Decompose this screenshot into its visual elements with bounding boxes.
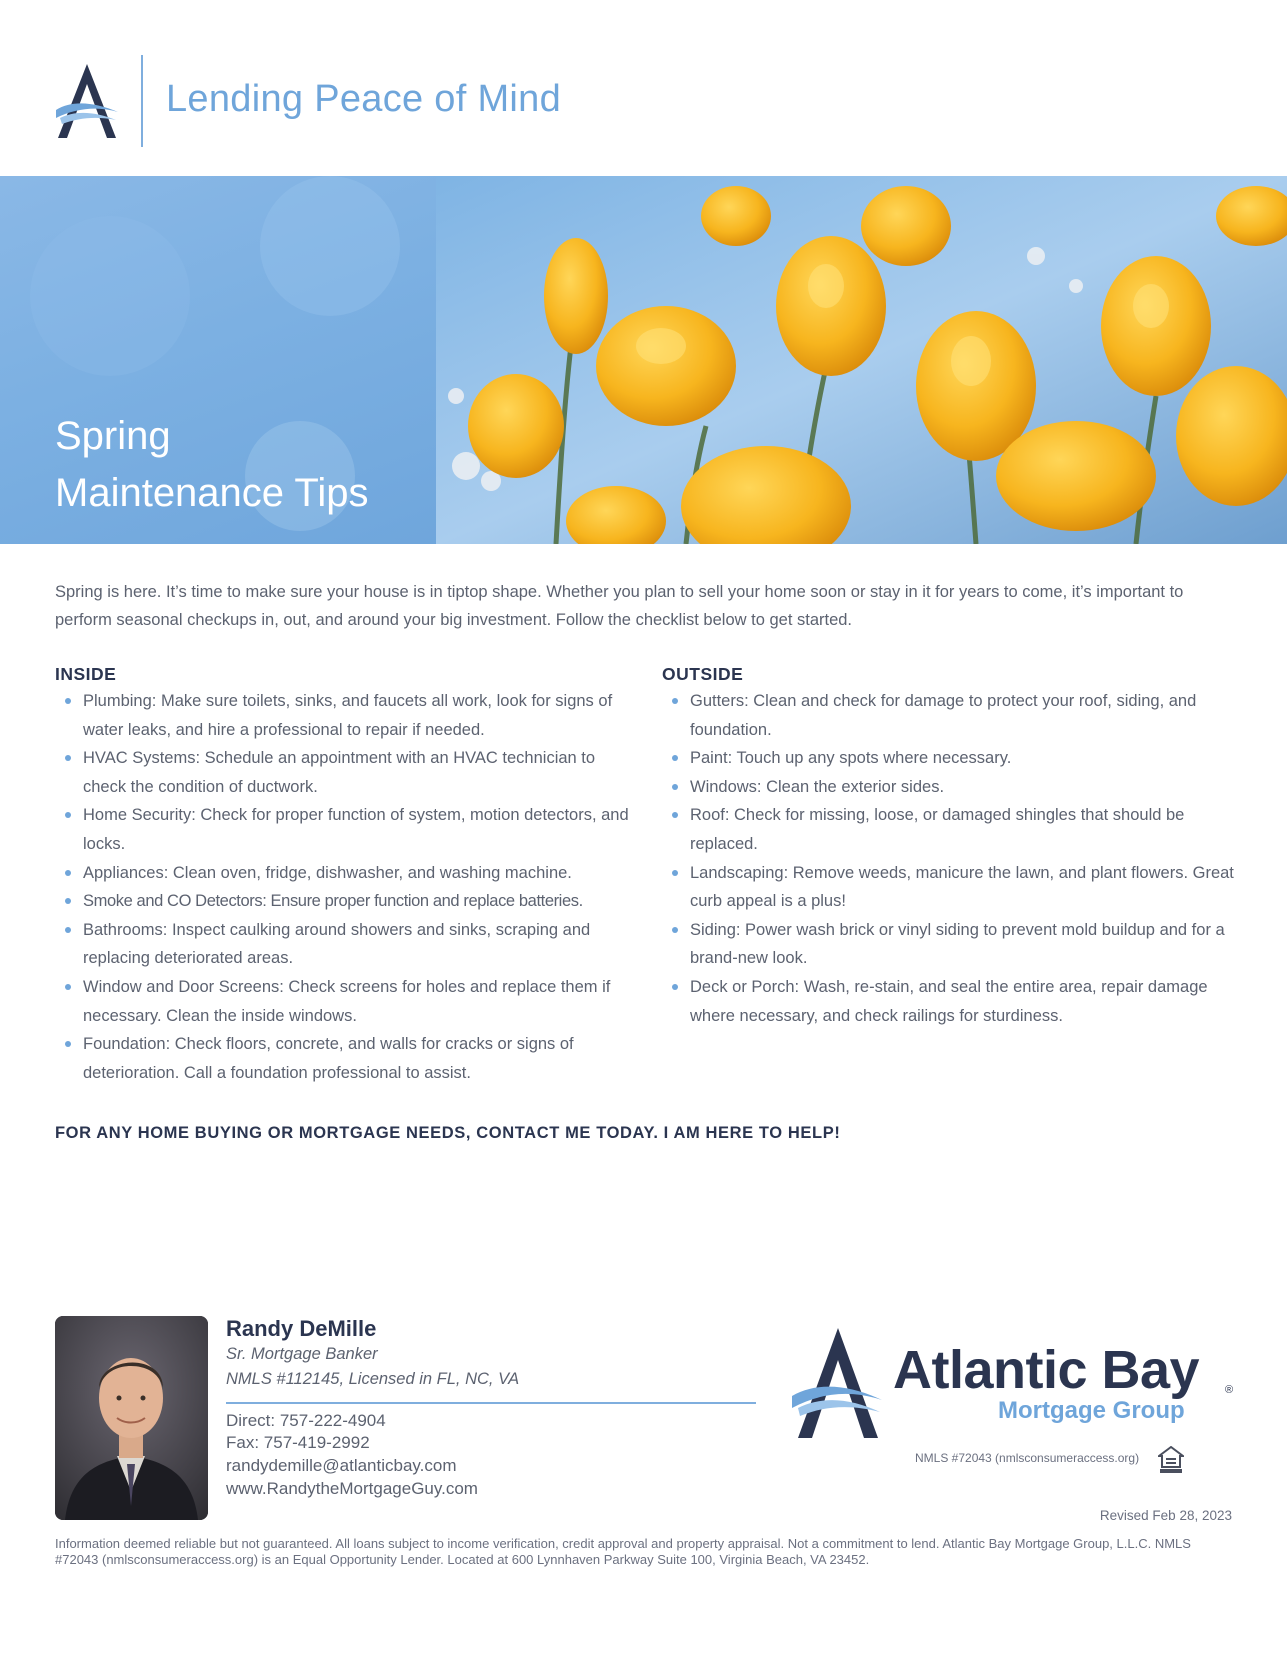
list-item: Foundation: Check floors, concrete, and walls for cracks or signs of deterioration. Call a foundation professional to assist. [55,1030,630,1087]
list-item: Gutters: Clean and check for damage to protect your roof, siding, and foundation. [662,687,1237,744]
list-item: Bathrooms: Inspect caulking around showers and sinks, scraping and replacing deteriorated areas. [55,916,630,973]
hero-title-line1: Spring [55,414,171,458]
inside-heading: INSIDE [55,664,117,684]
list-item: Plumbing: Make sure toilets, sinks, and faucets all work, look for signs of water leaks, and hire a professional to repair if needed. [55,687,630,744]
registered-mark: ® [1225,1384,1234,1396]
yellow-poppies-photo [436,176,1287,544]
agent-email[interactable]: randydemille@atlanticbay.com [226,1456,457,1475]
header-divider [141,55,143,147]
outside-heading: OUTSIDE [662,664,744,684]
list-item: Window and Door Screens: Check screens for holes and replace them if necessary. Clean the inside windows. [55,973,630,1030]
inside-list [55,687,630,1087]
equal-housing-lender-icon [1158,1446,1184,1474]
hero-blue-panel [0,176,436,544]
intro-paragraph: Spring is here. It’s time to make sure your house is in tiptop shape. Whether you plan to sell your home soon or stay in it for years to come, it’s important to perform seasonal checkups in, out, and around your big investment. Follow the checklist below to get started. [55,583,1184,629]
list-item: Paint: Touch up any spots where necessary. [662,744,1237,773]
call-to-action: FOR ANY HOME BUYING OR MORTGAGE NEEDS, CONTACT ME TODAY. I AM HERE TO HELP! [55,1124,841,1142]
outside-list [662,687,1237,1030]
atlantic-bay-a-icon [54,62,120,140]
company-name: Atlantic Bay [893,1340,1200,1400]
agent-fax: Fax: 757-419-2992 [226,1433,370,1452]
outside-section [662,664,1237,1030]
agent-direct-phone: Direct: 757-222-4904 [226,1411,386,1430]
inside-section [55,664,630,1087]
hero-banner [0,176,1287,544]
agent-website[interactable]: www.RandytheMortgageGuy.com [226,1479,478,1498]
hero-title [55,408,369,522]
list-item: Home Security: Check for proper function of system, motion detectors, and locks. [55,801,630,858]
company-nmls: NMLS #72043 (nmlsconsumeraccess.org) [915,1451,1140,1465]
list-item: Windows: Clean the exterior sides. [662,773,1237,802]
atlantic-bay-a-icon [790,1326,885,1441]
hero-title-line2: Maintenance Tips [55,471,369,515]
list-item: Landscaping: Remove weeds, manicure the lawn, and plant flowers. Great curb appeal is a plus! [662,859,1237,916]
header [0,0,1287,176]
disclaimer: Information deemed reliable but not guaranteed. All loans subject to income verification, credit approval and property appraisal. Not a commitment to lend. Atlantic Bay Mortgage Group, L.L.C. NMLS #72043 (nmlsconsumeraccess.org) is an Equal Opportunity Lender. Located at 600 Lynnhaven Parkway Suite 100, Virginia Beach, VA 23452. [55,1536,1191,1567]
list-item: Appliances: Clean oven, fridge, dishwasher, and washing machine. [55,859,630,888]
list-item: Smoke and CO Detectors: Ensure proper function and replace batteries. [55,887,630,916]
list-item: Siding: Power wash brick or vinyl siding to prevent mold buildup and for a brand-new look. [662,916,1237,973]
agent-divider [226,1402,756,1404]
tagline: Lending Peace of Mind [166,78,562,120]
revised-date: Revised Feb 28, 2023 [1099,1508,1232,1523]
list-item: HVAC Systems: Schedule an appointment with an HVAC technician to check the condition of ductwork. [55,744,630,801]
company-subtitle: Mortgage Group [998,1397,1185,1424]
agent-title: Sr. Mortgage Banker [226,1345,378,1363]
agent-portrait-icon [55,1316,208,1520]
list-item: Roof: Check for missing, loose, or damaged shingles that should be replaced. [662,801,1237,858]
agent-name: Randy DeMille [226,1316,377,1341]
agent-photo [55,1316,208,1520]
agent-nmls: NMLS #112145, Licensed in FL, NC, VA [226,1370,520,1388]
list-item: Deck or Porch: Wash, re-stain, and seal the entire area, repair damage where necessary, and check railings for sturdiness. [662,973,1237,1030]
